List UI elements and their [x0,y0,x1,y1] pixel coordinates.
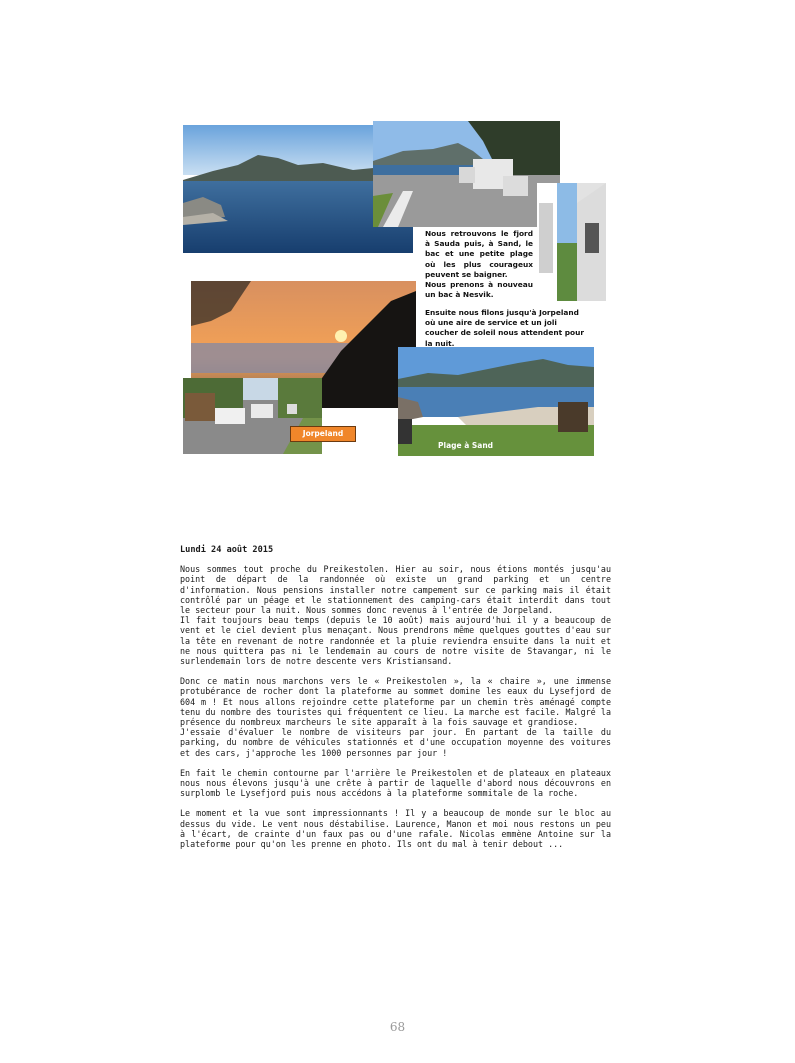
label-plage-sand: Plage à Sand [438,441,494,450]
photo-parking-fjord [373,121,560,227]
photo-caption-main [425,229,533,300]
page-number: 68 [389,1020,406,1034]
article-heading: Lundi 24 août 2015 [180,545,274,555]
photo-camping-car [537,183,606,301]
paragraph-5: En fait le chemin contourne par l'arrière le Preikestolen et de plateaux en plateaux nous nous élevons jusqu'à une crête à partir de laquelle d'abord nous découvrons en surplomb le Lysefjord puis nous accédons à la plateforme sommitale de la roche. [180,767,611,799]
photo-plage-sand [398,347,594,456]
caption-line-1: Nous retrouvons le fjord à Sauda puis, à Sand, le bac et une petite plage où les plus courageux peuvent se baigner. [425,229,533,279]
paragraph-3: Donc ce matin nous marchons vers le « Preikestolen », la « chaire », une immense protubérance de rocher dont la plateforme au sommet domine les eaux du Lysefjord de 604 m ! Et nous allons rejoindre cette plateforme par un chemin très aménagé compte tenu du nombre des touristes qui fréquentent ce lieu. La marche est facile. Malgré la présence du nombreux marcheurs le site apparaît à la fois sauvage et grandiose. [180,676,611,728]
paragraph-1: Nous sommes tout proche du Preikestolen. Hier au soir, nous étions montés jusqu'au point de départ de la randonnée où existe un grand parking et un centre d'information. Nous pensions installer notre campement sur ce parking mais il était contrôlé par un péage et le stationnement des camping-cars était interdit dans tout le secteur pour la nuit. Nous sommes donc revenus à l'entrée de Jorpeland. [180,564,611,616]
label-jorpeland: Jorpeland [290,426,356,442]
photo-caption-secondary: Ensuite nous filons jusqu'à Jorpeland où une aire de service et un joli coucher de soleil nous attendent pour la nuit. [425,308,584,348]
paragraph-4: J'essaie d'évaluer le nombre de visiteurs par jour. En partant de la taille du parking, du nombre de véhicules stationnés et d'une occupation moyenne des voitures et des cars, j'approche les 1000 personnes par jour ! [180,727,611,758]
paragraph-2: Il fait toujours beau temps (depuis le 10 août) mais aujourd'hui il y a beaucoup de vent et le ciel devient plus menaçant. Nous prendrons même quelques gouttes d'eau sur la tête en revenant de notre randonnée et la pluie reviendra ensuite dans la nuit et ne nous quittera pas ni le lendemain au cours de notre visite de Stavangar, ni le surlendemain lors de notre descente vers Kristiansand. [180,615,611,667]
article-text [180,545,611,849]
caption-line-2: Nous prenons à nouveau un bac à Nesvik. [425,280,533,300]
paragraph-6: Le moment et la vue sont impressionnants ! Il y a beaucoup de monde sur le bloc au dessus du vide. Le vent nous déstabilise. Laurence, Manon et moi nous restons un peu à l'écart, de crainte d'un faux pas ou d'une rafale. Nicolas emmène Antoine sur la plateforme pour qu'on les prenne en photo. Ils ont du mal à tenir debout ... [180,808,611,850]
photo-jorpeland [183,378,322,454]
